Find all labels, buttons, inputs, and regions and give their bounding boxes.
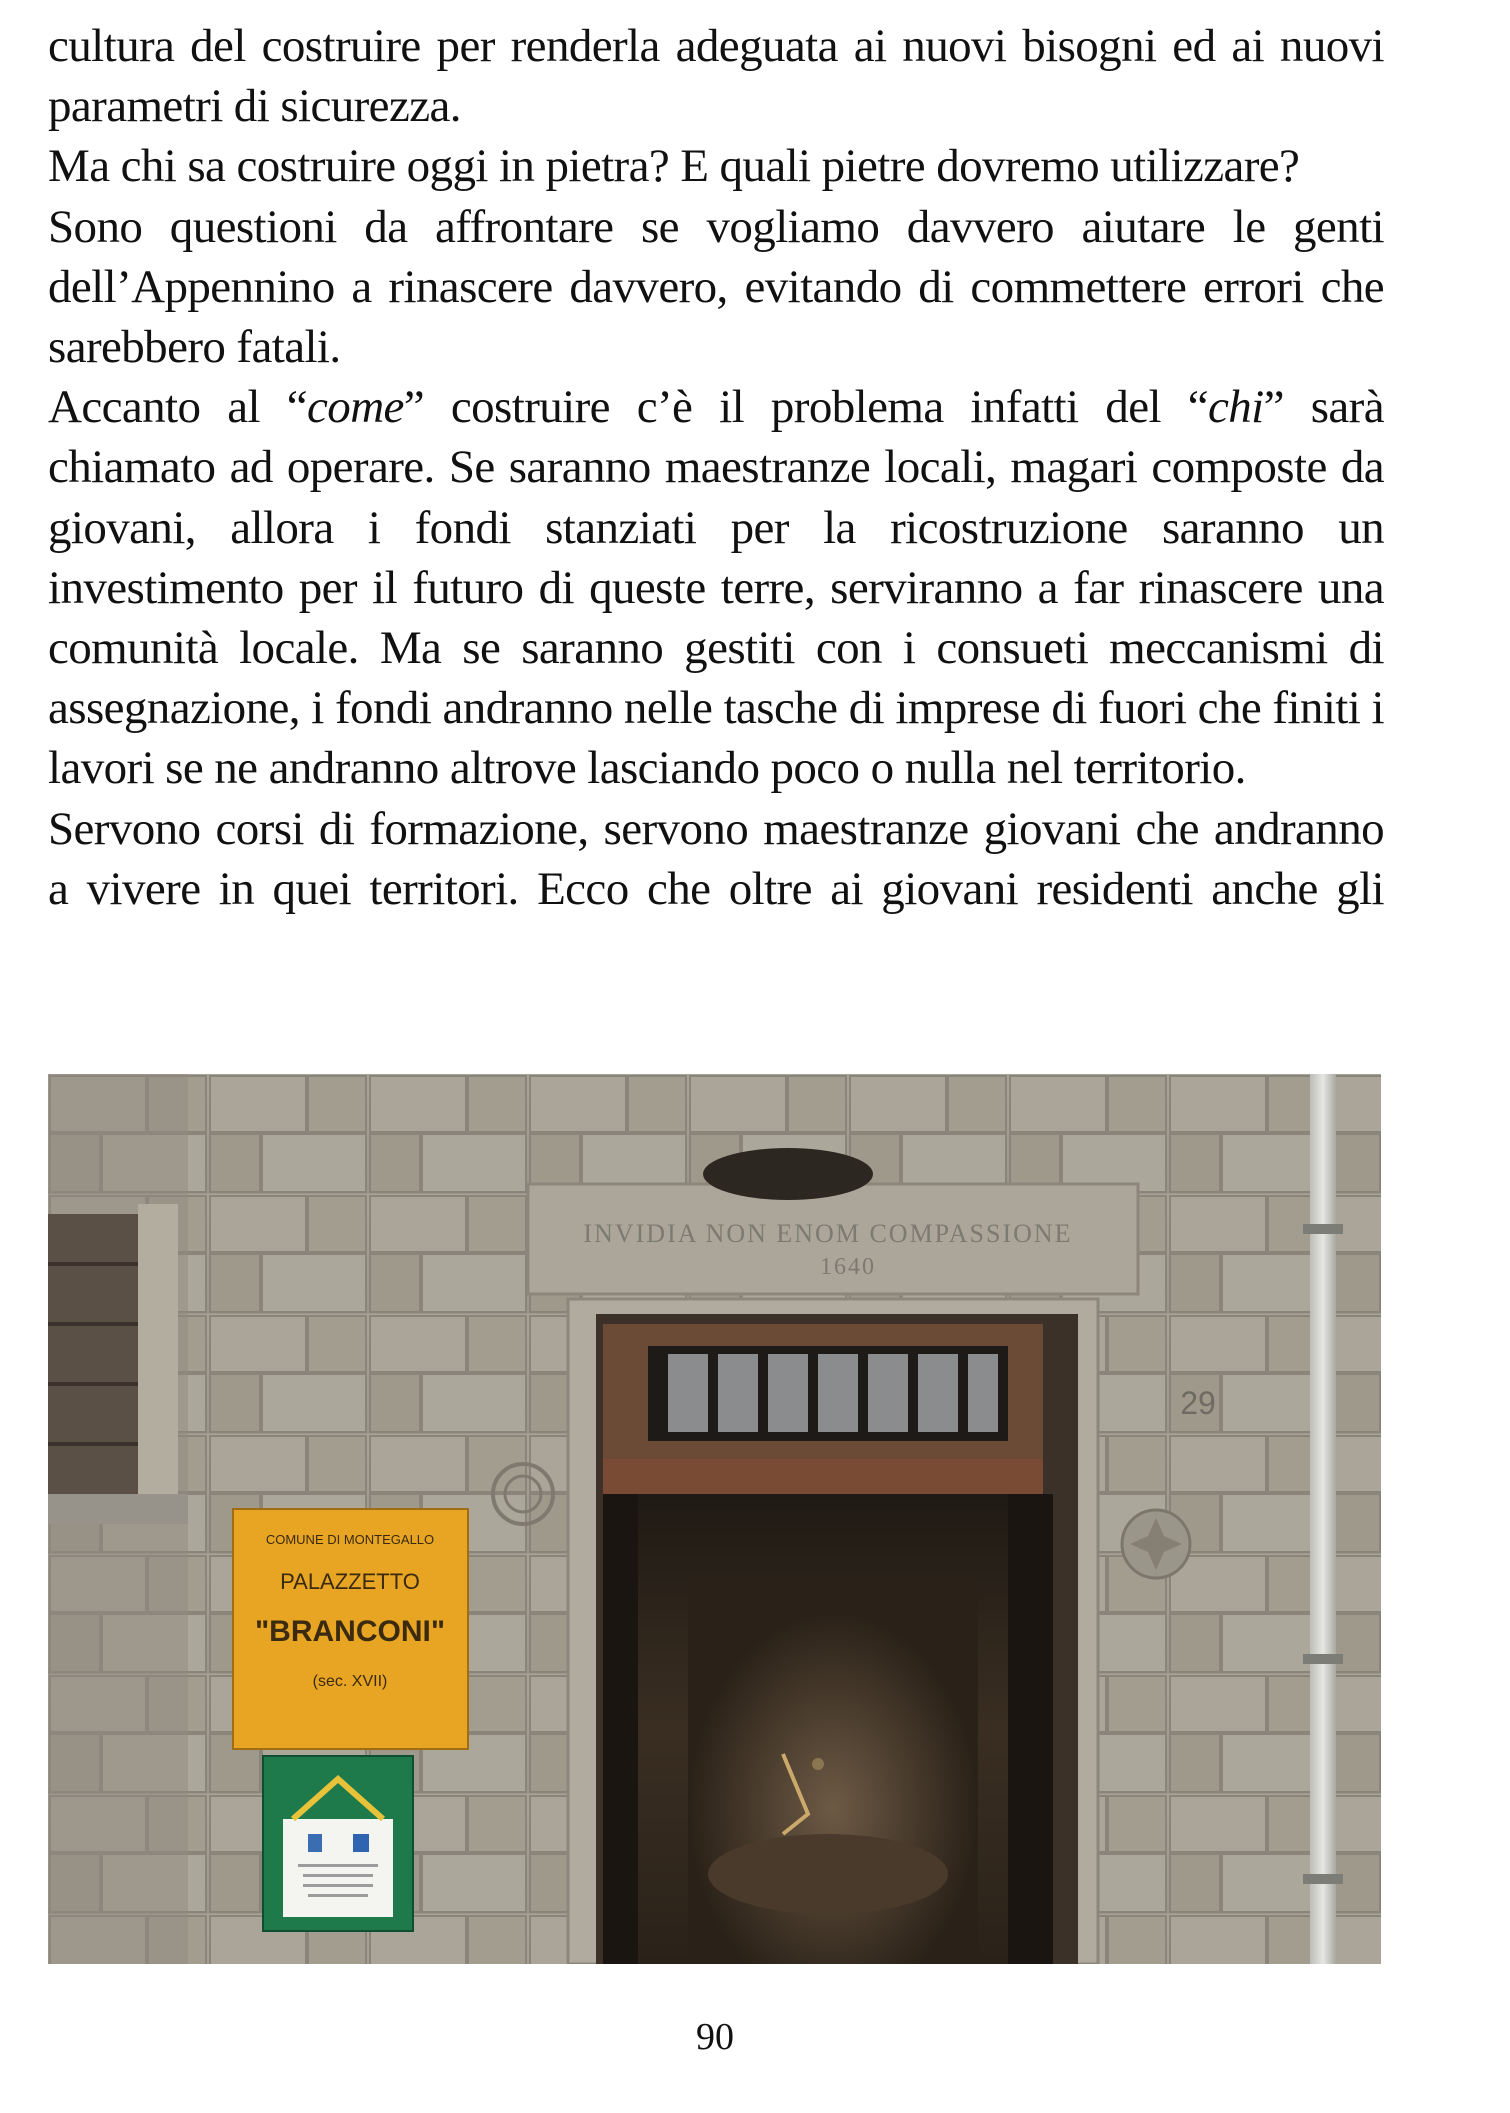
page-number: 90 xyxy=(696,2016,734,2058)
paragraph-3: Sono questioni da affrontare se vogliamo davvero aiutare le genti dell’Appennino a rinascere davvero, evitando di commettere errori che sarebbero fatali. xyxy=(48,200,1384,374)
paragraph-4 xyxy=(48,377,1384,798)
body-text xyxy=(48,16,1384,919)
paragraph-2: Ma chi sa costruire oggi in pietra? E quali pietre dovremo utilizzare? xyxy=(48,140,1300,193)
sign-century: (sec. XVII) xyxy=(312,1673,388,1690)
paragraph-1: cultura del costruire per renderla adeguata ai nuovi bisogni ed ai nuovi parametri di sicurezza. xyxy=(48,20,1384,133)
green-plaque xyxy=(263,1756,413,1931)
paragraph-5: Servono corsi di formazione, servono maestranze giovani che andranno a vivere in quei territori. Ecco che oltre ai giovani residenti anche gli xyxy=(48,802,1384,915)
building-photo xyxy=(48,1074,1381,1964)
sign-branconi: "BRANCONI" xyxy=(254,1615,446,1648)
oval-opening xyxy=(703,1148,873,1200)
drainpipe xyxy=(1310,1074,1336,1964)
sign-palazzetto: PALAZZETTO xyxy=(280,1569,420,1594)
italic-word-chi: chi xyxy=(1208,381,1264,434)
palazzetto-sign xyxy=(233,1509,468,1749)
italic-word-come: come xyxy=(307,381,404,434)
left-window xyxy=(48,1214,138,1504)
lintel-date: 1640 xyxy=(820,1254,876,1280)
sign-comune: COMUNE DI MONTEGALLO xyxy=(265,1532,435,1547)
paragraph-4-text-a: Accanto al “ xyxy=(48,381,308,434)
house-number: 29 xyxy=(1180,1385,1216,1421)
paragraph-4-text-b: ” costruire c’è il problema infatti del “ xyxy=(403,381,1208,434)
rosette-right xyxy=(1122,1510,1190,1578)
paragraph-4-text-c: ” sarà chiamato ad operare. Se saranno maestranze locali, magari composte da giovani, allora i fondi stanziati per la ricostruzione saranno un investimento per il futuro di queste terre, serviranno a far rinascere una comunità locale. Ma se saranno gestiti con i consueti meccanismi di assegnazione, i fondi andranno nelle tasche di imprese di fuori che finiti i lavori se ne andranno altrove lasciando poco o nulla nel territorio. xyxy=(48,381,1384,795)
lintel-inscription: INVIDIA NON ENOM COMPASSIONE xyxy=(583,1219,1073,1248)
